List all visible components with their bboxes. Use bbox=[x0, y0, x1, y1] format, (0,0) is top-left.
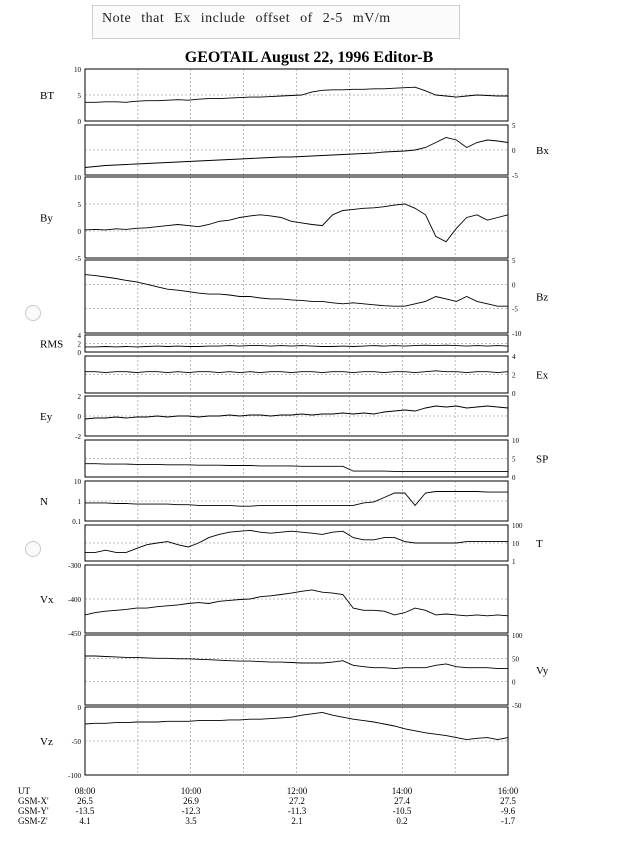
tick-label-t: 100 bbox=[512, 522, 523, 530]
tick-label-bt: 5 bbox=[77, 92, 81, 100]
panel-label-t: T bbox=[536, 538, 543, 550]
tick-label-sp: 5 bbox=[512, 455, 516, 464]
tick-label-n: 0.1 bbox=[72, 518, 81, 526]
footer-z-4: -1.7 bbox=[500, 816, 516, 826]
tick-label-vz: -100 bbox=[68, 772, 81, 780]
panel-label-bx: Bx bbox=[536, 145, 549, 157]
footer-x-0: 26.5 bbox=[77, 796, 93, 806]
panel-label-ex: Ex bbox=[536, 369, 549, 382]
note-text: Note that Ex include offset of 2-5 mV/m bbox=[102, 11, 391, 26]
chart-title: GEOTAIL August 22, 1996 Editor-B bbox=[184, 49, 434, 66]
footer-x-2: 27.2 bbox=[289, 796, 305, 806]
tick-label-vy: 0 bbox=[512, 678, 516, 687]
panel-label-vz: Vz bbox=[40, 736, 53, 748]
panel-label-ey: Ey bbox=[40, 411, 53, 423]
tick-label-ey: -2 bbox=[75, 433, 81, 441]
tick-label-sp: 0 bbox=[512, 474, 516, 482]
tick-label-bx: 5 bbox=[512, 122, 516, 130]
footer-x-4: 27.5 bbox=[500, 796, 516, 806]
tick-label-ex: 4 bbox=[512, 353, 516, 361]
tick-label-bz: -10 bbox=[512, 330, 522, 338]
footer-z-1: 3.5 bbox=[185, 816, 197, 826]
tick-label-t: 1 bbox=[512, 558, 516, 566]
panel-label-vy: Vy bbox=[536, 665, 549, 677]
tick-label-bt: 0 bbox=[77, 118, 81, 126]
tick-label-vy: 100 bbox=[512, 632, 523, 640]
tick-label-vx: -400 bbox=[68, 596, 81, 604]
footer-z-2: 2.1 bbox=[291, 816, 303, 826]
footer-x-1: 26.9 bbox=[183, 796, 199, 806]
tick-label-by: 10 bbox=[74, 174, 81, 182]
panel-label-n: N bbox=[40, 496, 48, 508]
tick-label-sp: 10 bbox=[512, 437, 519, 445]
tick-label-bz: -5 bbox=[512, 305, 518, 314]
tick-label-vz: 0 bbox=[77, 704, 81, 712]
footer-label-gsm-y: GSM-Y' bbox=[18, 806, 49, 816]
footer-ut-3: 14:00 bbox=[391, 786, 413, 796]
panel-label-rms: RMS bbox=[40, 338, 64, 351]
footer-label-ut: UT bbox=[18, 786, 30, 796]
series-line-ex bbox=[85, 371, 508, 373]
footer-ut-2: 12:00 bbox=[286, 786, 308, 796]
footer-z-0: 4.1 bbox=[79, 816, 91, 826]
footer-ut-4: 16:00 bbox=[497, 786, 519, 796]
tick-label-by: 5 bbox=[77, 201, 81, 209]
tick-label-bt: 10 bbox=[74, 66, 81, 74]
series-line-rms bbox=[85, 345, 508, 347]
tick-label-bx: -5 bbox=[512, 172, 518, 180]
footer-y-0: -13.5 bbox=[75, 806, 95, 816]
tick-label-ey: 0 bbox=[77, 413, 81, 421]
footer-y-3: -10.5 bbox=[392, 806, 412, 816]
panel-label-by: By bbox=[40, 212, 53, 225]
footer-y-4: -9.6 bbox=[500, 806, 516, 816]
tick-label-vy: -50 bbox=[512, 702, 522, 710]
series-line-vy bbox=[85, 656, 508, 669]
tick-label-ey: 2 bbox=[77, 393, 81, 401]
footer-label-gsm-z: GSM-Z' bbox=[18, 816, 48, 826]
footer-y-2: -11.3 bbox=[287, 806, 307, 816]
tick-label-rms: 0 bbox=[77, 349, 81, 357]
footer-ut-1: 10:00 bbox=[180, 786, 202, 796]
panel-label-bt: BT bbox=[40, 90, 55, 102]
tick-label-bx: 0 bbox=[512, 147, 516, 155]
tick-label-rms: 4 bbox=[77, 332, 81, 340]
tick-label-bz: 5 bbox=[512, 257, 516, 265]
tick-label-t: 10 bbox=[512, 540, 519, 548]
footer-ut-0: 08:00 bbox=[74, 786, 96, 796]
tick-label-by: -5 bbox=[75, 255, 81, 263]
panel-frame-vy bbox=[85, 635, 508, 705]
tick-label-vz: -50 bbox=[71, 738, 81, 746]
tick-label-ex: 2 bbox=[512, 371, 516, 380]
panel-label-sp: SP bbox=[536, 453, 549, 466]
panel-label-bz: Bz bbox=[536, 291, 549, 304]
tick-label-vx: -300 bbox=[68, 562, 81, 570]
footer-x-3: 27.4 bbox=[394, 796, 410, 806]
tick-label-bz: 0 bbox=[512, 281, 516, 290]
footer-y-1: -12.3 bbox=[181, 806, 201, 816]
tick-label-by: 0 bbox=[77, 228, 81, 236]
tick-label-vx: -450 bbox=[68, 630, 81, 638]
tick-label-ex: 0 bbox=[512, 390, 516, 398]
tick-label-n: 10 bbox=[74, 478, 81, 486]
tick-label-vy: 50 bbox=[512, 655, 519, 664]
tick-label-rms: 2 bbox=[77, 340, 81, 349]
tick-label-n: 1 bbox=[77, 498, 81, 506]
footer-label-gsm-x: GSM-X' bbox=[18, 796, 49, 806]
footer-z-3: 0.2 bbox=[396, 816, 408, 826]
panel-label-vx: Vx bbox=[40, 594, 54, 606]
